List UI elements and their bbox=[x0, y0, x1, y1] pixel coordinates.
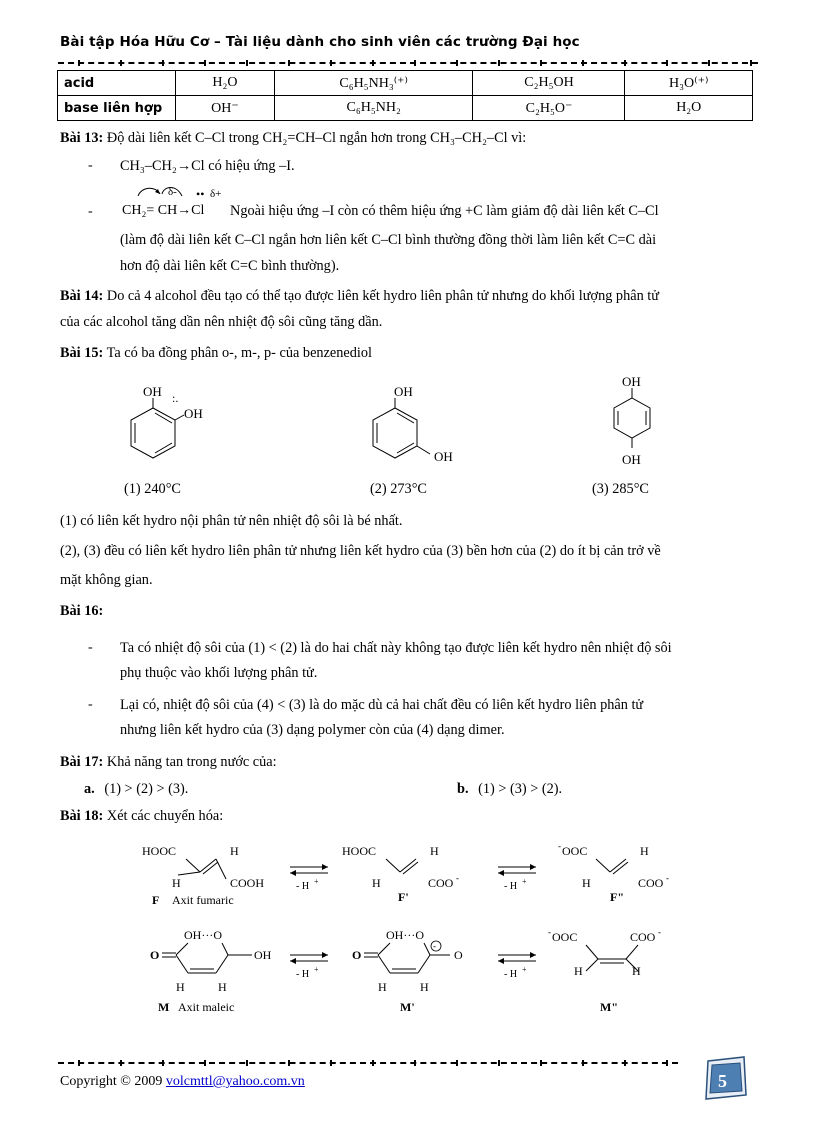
hooc-label: HOOC bbox=[142, 844, 177, 858]
email-link[interactable]: volcmttl@yahoo.com.vn bbox=[165, 1074, 305, 1089]
item-label: a. bbox=[84, 781, 95, 797]
item-text: (1) > (3) > (2). bbox=[478, 781, 563, 797]
bullet-dash: - bbox=[88, 640, 93, 655]
rule-tick bbox=[540, 60, 542, 66]
minus-h-label: - H bbox=[296, 969, 310, 980]
h-label: H bbox=[172, 876, 181, 890]
bai16-b1-line1: Ta có nhiệt độ sôi của (1) < (2) là do hai chất này không tạo được liên kết hydro nên nhiệt độ sôi bbox=[120, 640, 672, 656]
rule-tick bbox=[540, 1060, 542, 1066]
rule-tick bbox=[78, 1060, 80, 1066]
bullet-dash: - bbox=[88, 204, 93, 219]
table-cell: OH⁻ bbox=[176, 96, 275, 121]
charge-sup: - bbox=[666, 873, 669, 883]
exercise-label: Bài 15: bbox=[60, 345, 104, 361]
m-name: Axit maleic bbox=[178, 1000, 235, 1014]
bai16-label: Bài 16: bbox=[60, 603, 104, 619]
table-cell: H₃O⁽⁺⁾ bbox=[625, 71, 753, 96]
bai15-line2: (2), (3) đều có liên kết hydro liên phân tử nhưng liên kết hydro của (3) bền hơn của (2) do ít bị cản trở về bbox=[60, 543, 661, 559]
minus-h-label: - H bbox=[296, 881, 310, 892]
oh-label: OH bbox=[434, 449, 453, 464]
bai13-bullet2-line2: (làm độ dài liên kết C–Cl ngắn hơn liên kết C–Cl bình thường đồng thời làm liên kết C=C dài bbox=[120, 232, 657, 248]
footer-copyright bbox=[60, 1074, 305, 1090]
charge-sup: + bbox=[522, 965, 527, 974]
h-label: H bbox=[582, 876, 591, 890]
oh-dots-label: OH···O bbox=[386, 928, 424, 942]
oh-label: OH bbox=[394, 384, 413, 399]
h-label: H bbox=[632, 964, 641, 978]
hbond-dots: :. bbox=[172, 391, 179, 405]
table-cell: C₆H₅NH₂ bbox=[274, 96, 473, 121]
charge-sup: + bbox=[522, 877, 527, 886]
charge-sup: + bbox=[314, 877, 319, 886]
exercise-label: Bài 18: bbox=[60, 808, 104, 824]
bai16-b1-line2: phụ thuộc vào khối lượng phân tử. bbox=[120, 665, 318, 681]
rule-tick bbox=[666, 1060, 668, 1066]
bai17-intro bbox=[60, 754, 277, 771]
m2-label: M" bbox=[600, 1000, 618, 1014]
rule-tick bbox=[162, 1060, 164, 1066]
rule-tick bbox=[246, 60, 248, 66]
exercise-label: Bài 14: bbox=[60, 288, 104, 304]
table-cell: C₂H₅OH bbox=[473, 71, 625, 96]
table-cell: H₂O bbox=[176, 71, 275, 96]
h-label: H bbox=[176, 980, 185, 994]
exercise-text: Ta có ba đồng phân o-, m-, p- của benzenediol bbox=[106, 345, 373, 361]
lone-pair-dots: •• bbox=[196, 187, 205, 201]
h-label: H bbox=[218, 980, 227, 994]
bai17-a bbox=[84, 781, 188, 798]
copyright-text: Copyright © 2009 bbox=[60, 1074, 163, 1089]
bai18-intro bbox=[60, 808, 223, 825]
row-label: acid bbox=[58, 71, 176, 96]
rule-tick bbox=[330, 60, 332, 66]
delta-plus-label: δ+ bbox=[210, 188, 222, 200]
minus-h-label: - H bbox=[504, 881, 518, 892]
rule-tick bbox=[120, 1060, 122, 1066]
oh-label: OH bbox=[184, 406, 203, 421]
exercise-text: Do cả 4 alcohol đều tạo có thể tạo được liên kết hydro liên phân tử nhưng do khối lượng phân tử bbox=[106, 288, 660, 304]
rule-tick bbox=[372, 60, 374, 66]
bai13-bullet1: CH₃–CH₂→Cl có hiệu ứng –I. bbox=[120, 158, 295, 174]
rule-tick bbox=[498, 60, 500, 66]
coo-label: COO bbox=[630, 930, 656, 944]
charge-sup: - bbox=[558, 841, 561, 851]
exercise-text: Độ dài liên kết C–Cl trong CH₂=CH–Cl ngắn hơn trong CH₃–CH₂–Cl vì: bbox=[106, 130, 527, 146]
hydroquinone-structure bbox=[598, 372, 668, 472]
bai14-line2: của các alcohol tăng dần nên nhiệt độ sôi cũng tăng dần. bbox=[60, 314, 383, 330]
charge-sup: - bbox=[456, 873, 459, 883]
minus-h-label: - H bbox=[504, 969, 518, 980]
rule-tick bbox=[372, 1060, 374, 1066]
rule-tick bbox=[414, 60, 416, 66]
bai13-bullet2-line3: hơn độ dài liên kết C=C bình thường). bbox=[120, 258, 340, 274]
bai14-line1 bbox=[60, 288, 659, 305]
rule-tick bbox=[456, 1060, 458, 1066]
hooc-label: HOOC bbox=[342, 844, 377, 858]
rule-tick bbox=[624, 1060, 626, 1066]
bai15-line3: mặt không gian. bbox=[60, 572, 153, 588]
rule-tick bbox=[666, 60, 668, 66]
rule-tick bbox=[708, 60, 710, 66]
formula-text: CH₂= CH→Cl bbox=[122, 203, 205, 218]
f-name: Axit fumaric bbox=[172, 893, 234, 907]
o-label: O bbox=[150, 948, 160, 962]
bullet-dash: - bbox=[88, 158, 93, 173]
charge-sup: + bbox=[314, 965, 319, 974]
f-label: F bbox=[152, 893, 160, 907]
h-label: H bbox=[420, 980, 429, 994]
table-cell: C₂H₅O⁻ bbox=[473, 96, 625, 121]
rule-tick bbox=[750, 60, 752, 66]
h-label: H bbox=[230, 844, 239, 858]
f1-label: F' bbox=[398, 890, 409, 904]
footer-divider bbox=[58, 1062, 678, 1064]
table-row bbox=[58, 71, 753, 96]
rule-tick bbox=[624, 60, 626, 66]
resorcinol-structure bbox=[362, 382, 472, 474]
page-number-badge bbox=[700, 1055, 750, 1101]
m1-label: M' bbox=[400, 1000, 415, 1014]
row-label: base liên hợp bbox=[58, 96, 176, 121]
rule-tick bbox=[498, 1060, 500, 1066]
bai16-b2-line1: Lại có, nhiệt độ sôi của (4) < (3) là do mặc dù cả hai chất đều có liên kết hydro liên phân tử bbox=[120, 697, 644, 713]
rule-tick bbox=[582, 1060, 584, 1066]
rule-tick bbox=[330, 1060, 332, 1066]
bai16-b2-line2: nhưng liên kết hydro của (3) dạng polymer còn của (4) dạng dimer. bbox=[120, 722, 505, 738]
m-label: M bbox=[158, 1000, 170, 1014]
o-label: O bbox=[352, 948, 362, 962]
caption-ortho: (1) 240°C bbox=[124, 481, 181, 497]
caption-para: (3) 285°C bbox=[592, 481, 649, 497]
bai13-intro bbox=[60, 130, 526, 147]
rule-tick bbox=[162, 60, 164, 66]
table-cell: C₆H₅NH₃⁽⁺⁾ bbox=[274, 71, 473, 96]
item-label: b. bbox=[457, 781, 469, 797]
charge-sup: - bbox=[548, 927, 551, 937]
cooh-label: COOH bbox=[230, 876, 265, 890]
coo-label: COO bbox=[638, 876, 664, 890]
h-label: H bbox=[574, 964, 583, 978]
f2-label: F" bbox=[610, 890, 624, 904]
resonance-formula bbox=[118, 182, 230, 222]
ooc-label: OOC bbox=[552, 930, 578, 944]
charge-sup: - bbox=[658, 927, 661, 937]
caption-meta: (2) 273°C bbox=[370, 481, 427, 497]
oh-label: OH bbox=[622, 452, 641, 467]
h-label: H bbox=[640, 844, 649, 858]
rule-tick bbox=[78, 60, 80, 66]
table-row bbox=[58, 96, 753, 121]
bullet-dash: - bbox=[88, 697, 93, 712]
oh-label: OH bbox=[254, 948, 272, 962]
page-number: 5 bbox=[718, 1071, 727, 1091]
bai15-intro bbox=[60, 345, 372, 362]
rule-tick bbox=[582, 60, 584, 66]
oh-label: OH bbox=[622, 374, 641, 389]
rule-tick bbox=[456, 60, 458, 66]
item-text: (1) > (2) > (3). bbox=[104, 781, 189, 797]
rule-tick bbox=[288, 1060, 290, 1066]
oh-dots-label: OH···O bbox=[184, 928, 222, 942]
ooc-label: OOC bbox=[562, 844, 588, 858]
page-header-title: Bài tập Hóa Hữu Cơ – Tài liệu dành cho sinh viên các trường Đại học bbox=[60, 34, 580, 50]
exercise-text: Khả năng tan trong nước của: bbox=[106, 754, 277, 770]
charge-sup: - bbox=[433, 941, 436, 951]
catechol-structure bbox=[118, 378, 228, 478]
h-label: H bbox=[372, 876, 381, 890]
acid-base-table bbox=[57, 70, 753, 121]
exercise-text: Xét các chuyển hóa: bbox=[106, 808, 224, 824]
h-label: H bbox=[430, 844, 439, 858]
oh-label: OH bbox=[143, 384, 162, 399]
bai17-b bbox=[457, 781, 562, 798]
rule-tick bbox=[204, 1060, 206, 1066]
o-label: O bbox=[454, 948, 463, 962]
bai15-line1: (1) có liên kết hydro nội phân tử nên nhiệt độ sôi là bé nhất. bbox=[60, 513, 403, 529]
isomerization-scheme bbox=[130, 835, 690, 1020]
rule-tick bbox=[414, 1060, 416, 1066]
table-cell: H₂O bbox=[625, 96, 753, 121]
rule-tick bbox=[204, 60, 206, 66]
rule-tick bbox=[288, 60, 290, 66]
exercise-label: Bài 13: bbox=[60, 130, 104, 146]
header-divider bbox=[58, 62, 758, 64]
rule-tick bbox=[246, 1060, 248, 1066]
bai13-bullet2-text: Ngoài hiệu ứng –I còn có thêm hiệu ứng +C làm giảm độ dài liên kết C–Cl bbox=[230, 203, 659, 219]
h-label: H bbox=[378, 980, 387, 994]
delta-minus-label: δ- bbox=[168, 186, 177, 198]
exercise-label: Bài 17: bbox=[60, 754, 104, 770]
coo-label: COO bbox=[428, 876, 454, 890]
rule-tick bbox=[120, 60, 122, 66]
